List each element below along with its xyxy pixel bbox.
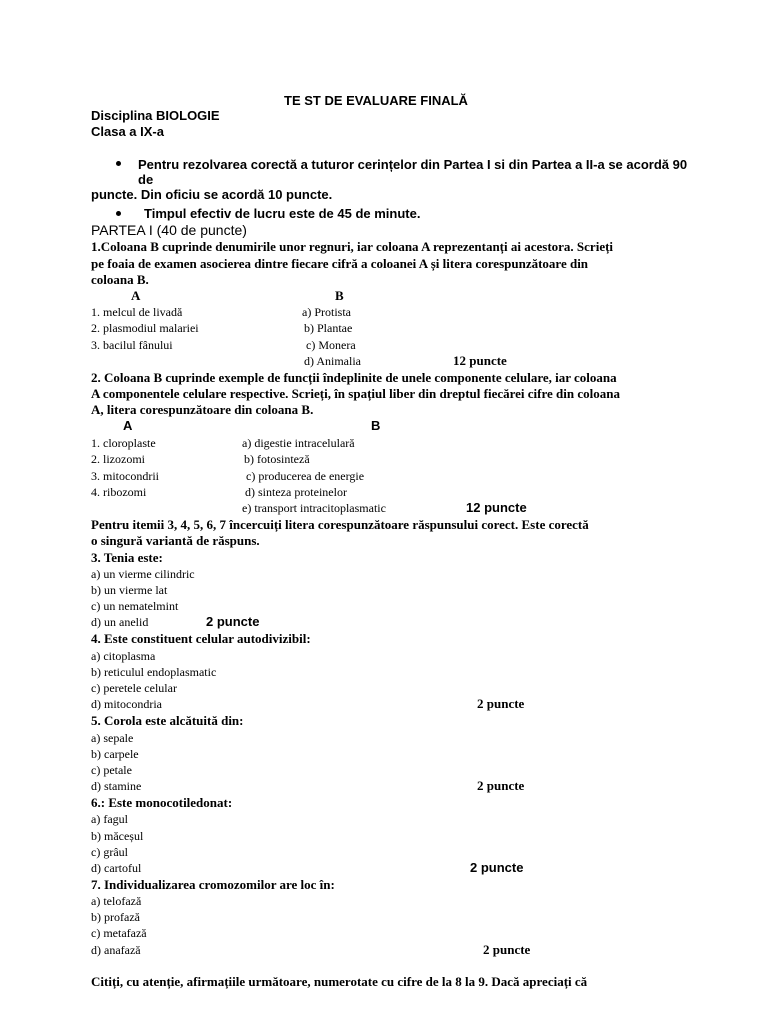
- instructions: Pentru itemii 3, 4, 5, 6, 7 încercuiți litera corespunzătoare răspunsului corect. Este corectă: [91, 517, 589, 532]
- bullet-dot: [116, 161, 121, 166]
- q1-points: 12 puncte: [453, 353, 507, 368]
- part1-title: PARTEA I (40 de puncte): [91, 222, 247, 238]
- option: c) petale: [91, 763, 132, 777]
- q2-col-b-item: e) transport intracitoplasmatic: [242, 501, 386, 515]
- q2-text: 2. Coloana B cuprinde exemple de funcții îndeplinite de unele componente celulare, iar coloana: [91, 370, 617, 385]
- q2-col-b-item: c) producerea de energie: [246, 469, 365, 483]
- option: d) un anelid: [91, 615, 149, 629]
- q2-text: A, litera corespunzătoare din coloana B.: [91, 402, 314, 417]
- q1-col-b-item: a) Protista: [302, 305, 351, 319]
- bullet-1-line2: de: [138, 172, 154, 187]
- q1-head-b: B: [335, 288, 344, 303]
- instructions: o singură variantă de răspuns.: [91, 533, 260, 548]
- q1-col-a-item: 2. plasmodiul malariei: [91, 321, 199, 335]
- q1-col-b-item: d) Animalia: [304, 354, 361, 368]
- option: d) anafază: [91, 943, 141, 957]
- points: 2 puncte: [477, 778, 525, 793]
- q2-col-a-item: 2. lizozomi: [91, 452, 145, 466]
- option: c) peretele celular: [91, 681, 177, 695]
- bullet-1-line1: Pentru rezolvarea corectă a tuturor cerințelor din Partea I si din Partea a II-a se acordă 90: [138, 157, 688, 172]
- discipline: Disciplina BIOLOGIE: [91, 108, 220, 123]
- q2-col-b-item: b) fotosinteză: [244, 452, 310, 466]
- q1-col-a-item: 3. bacilul fânului: [91, 338, 173, 352]
- q2-col-b-item: d) sinteza proteinelor: [245, 485, 347, 499]
- option: a) un vierme cilindric: [91, 567, 195, 581]
- q2-text: A componentele celulare respective. Scrieți, în spațiul liber din dreptul fiecărei cifre din coloana: [91, 386, 620, 401]
- q2-head-a: A: [123, 418, 133, 433]
- points: 2 puncte: [206, 614, 260, 629]
- option: b) măceșul: [91, 829, 144, 843]
- q2-points: 12 puncte: [466, 500, 527, 515]
- page-title: TE ST DE EVALUARE FINALĂ: [284, 93, 468, 108]
- q1-text: coloana B.: [91, 272, 149, 287]
- option: d) stamine: [91, 779, 142, 793]
- option: c) un nematelmint: [91, 599, 179, 613]
- option: a) fagul: [91, 812, 128, 826]
- q1-text: 1.Coloana B cuprinde denumirile unor regnuri, iar coloana A reprezentanți ai acestora. Scrieți: [91, 239, 614, 254]
- question-text: 4. Este constituent celular autodivizibil:: [91, 631, 311, 646]
- question-text: 3. Tenia este:: [91, 550, 163, 565]
- q2-col-a-item: 4. ribozomi: [91, 485, 147, 499]
- points: 2 puncte: [470, 860, 524, 875]
- option: c) grâul: [91, 845, 128, 859]
- option: c) metafază: [91, 926, 147, 940]
- q1-text: pe foaia de examen asocierea dintre fiecare cifră a coloanei A și litera corespunzătoare din: [91, 256, 589, 271]
- option: b) un vierme lat: [91, 583, 168, 597]
- option: a) telofază: [91, 894, 142, 908]
- option: d) mitocondria: [91, 697, 162, 711]
- question-text: 5. Corola este alcătuită din:: [91, 713, 244, 728]
- points: 2 puncte: [483, 942, 531, 957]
- option: a) sepale: [91, 731, 134, 745]
- bullet-dot: [116, 211, 121, 216]
- option: b) reticulul endoplasmatic: [91, 665, 217, 679]
- question-text: 7. Individualizarea cromozomilor are loc în:: [91, 877, 335, 892]
- q2-col-b-item: a) digestie intracelulară: [242, 436, 355, 450]
- q1-col-a-item: 1. melcul de livadă: [91, 305, 183, 319]
- q2-head-b: B: [371, 418, 381, 433]
- points: 2 puncte: [477, 696, 525, 711]
- question-text: 6.: Este monocotiledonat:: [91, 795, 233, 810]
- option: a) citoplasma: [91, 649, 156, 663]
- q1-head-a: A: [131, 288, 141, 303]
- q2-col-a-item: 1. cloroplaste: [91, 436, 156, 450]
- grade: Clasa a IX-a: [91, 124, 164, 139]
- q1-col-b-item: b) Plantae: [304, 321, 353, 335]
- bullet-2: Timpul efectiv de lucru este de 45 de minute.: [144, 206, 421, 221]
- option: b) carpele: [91, 747, 139, 761]
- option: b) profază: [91, 910, 140, 924]
- q1-col-b-item: c) Monera: [306, 338, 356, 352]
- footer-text: Citiți, cu atenție, afirmațiile următoare, numerotate cu cifre de la 8 la 9. Dacă apreciați că: [91, 974, 588, 989]
- q2-col-a-item: 3. mitocondrii: [91, 469, 159, 483]
- bullet-1-line3: puncte. Din oficiu se acordă 10 puncte.: [91, 187, 333, 202]
- option: d) cartoful: [91, 861, 142, 875]
